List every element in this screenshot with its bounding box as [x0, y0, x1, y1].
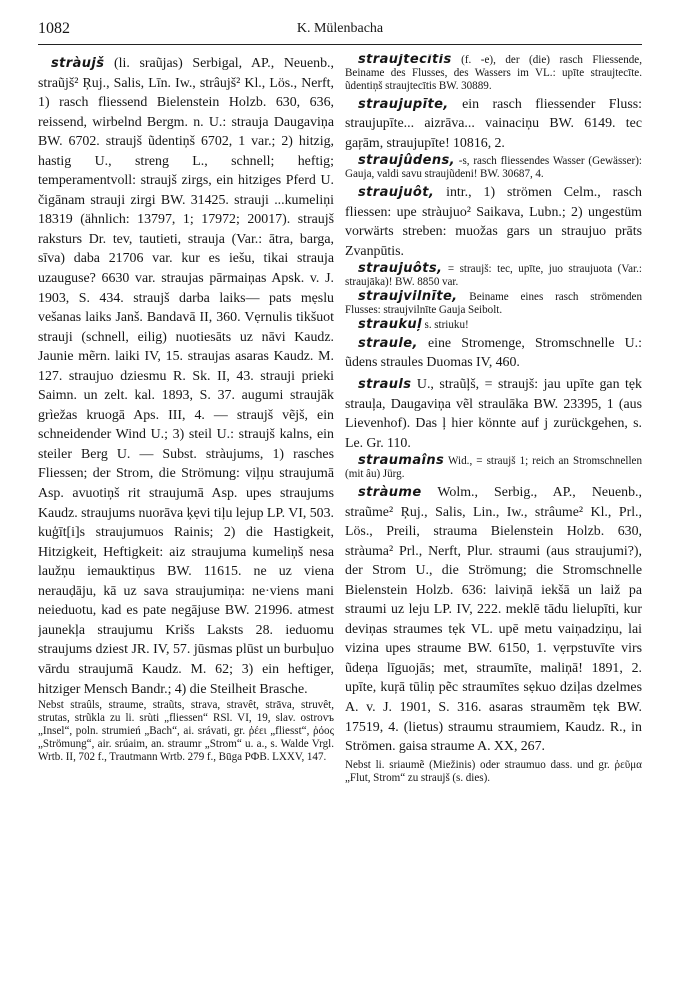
dictionary-entry — [345, 183, 642, 261]
entry-body: Beiname eines rasch strömenden Flusses: straujvilnīte Gauja Seibolt. — [345, 291, 642, 317]
dictionary-entry — [345, 316, 642, 332]
right-column — [345, 54, 642, 994]
etymology-note: Nebst straûls, straume, straũts, strava, stravêt, strāva, struvêt, strutas, strũkla zu li. srùti „fliessen“ RSl. VI, 19, slav. ostrovъ „Insel“, poln. strumień „Bach“, ai. srávati, gr. ῥέει „fliesst“, ῥόος „Strömung“, air. srúaim, an. straumr „Strom“ u. a., s. Walde Vrgl. Wrtb. II, 702 f., Trautmann Wrtb. 279 f., Būga РФВ. LXXV, 147. — [38, 699, 334, 763]
entry-headword: straujuôts, — [358, 261, 443, 277]
entry-body: s. striuku! — [424, 318, 469, 331]
entry-body: Nebst li. sriaumẽ (Miežinis) oder straumuo dass. und gr. ῥεῦμα „Flut, Strom“ zu straujš (s. dies). — [345, 758, 642, 784]
dictionary-entry — [345, 483, 642, 757]
entry-body: (li. sraũjas) Serbigal, AP., Neuenb., straũjš² Ŗuj., Salis, Līn. Iw., strâujš² Kl., Lös., Nerft, 1) rasch fliessend Bielenstein Holzb. 630, 636, reissend, wirbelnd Bergm. n. U.: strauja Daugaviņa BW. 6702. straujš ũdentiņš 6702, 1 var.; 2) hitzig, hastig U., streng L., schnell; heftig; temperamentvoll: straujš zirgs, ein hitziges Pferd U. čigānam strauji zirgi BW. 31425. strauji ...kumeliņi 18319 (ähnlich: 13797, 1; 17972; 20017). straujš raksturs Dr. tev, tautieti, strauja (Var.: ātra, barga, sīva) daba 21706 var. kur es iešu, tikai strauja uzauguse? 6630 var. straujas pārmaiņas Apsk. v. J. 1903, S. 434. straujš darba laiks— pats mẹslu vešanas laiks Janš. Bandavā II, 360. Vẹrnulis tikšuot strauji (schnell, eilig) nuotiesāts uz nāvi Kaudz. Jaunie mẽrn. laiki IV, 15. straujas asaras Kaudz. M. 127. straujuo dziesmu R. Sk. II, 43. strauji prieki Saimn. un zelt. kal. 1893, S. 37. augumi straujāk grìežas kruogā Aps. III, 4. — straujš vẽjš, ein schneidender Wind U.; 3) steil U.: straujš kalns, ein steiler Berg U. — Subst. stràujums, 1) rasches Fliessen; der Strom, die Strömung: viļņu straujumā Asp. avuotiņš rit straujumā Asp. upes straujums Kaudz. straujums nuorāva ķẹvi tiļu lejup LP. VI, 503. kuģīt[i]s straujumuos Rainis; 2) die Hastigkeit, Hitzigkeit, Heftigkeit: aiz straujuma kumeliņš nesa laužņu iemauktiņus BW. 11615. ne uz viena nerauḍāju, kā uz sava straujumiņa: ne·viens mani neieduotu, kad es pate negājuse BW. 21996. atmest jaunekļa straujumu Krišs Laksts 28. ieduomu straujums dziest JR. IV, 57. jūsmas plūst un burbuļuo vārdu straujumā Kaudz. M. 62; 3) ein heftiger, hitziger Mensch Bandr.; 4) die Steilheit Brasche. — [38, 56, 334, 697]
page-number: 1082 — [38, 20, 70, 37]
entry-body: = straujš: tec, upīte, juo straujuota (Var.: straujāka)! BW. 8850 var. — [345, 263, 642, 289]
dictionary-entry — [345, 759, 642, 785]
entry-headword: strauls — [358, 376, 412, 392]
running-title: K. Mülenbacha — [296, 21, 384, 36]
entry-straujs — [38, 54, 334, 699]
entry-headword: straujupīte, — [358, 96, 449, 112]
entry-headword: straumaîns — [358, 453, 445, 469]
entry-headword: straujtecītis — [358, 54, 452, 67]
entry-headword: straule, — [358, 335, 418, 351]
entry-headword: stràujš — [51, 56, 105, 71]
running-head — [38, 18, 642, 45]
dictionary-entry — [345, 334, 642, 373]
dictionary-entry — [345, 291, 642, 317]
entry-body: Wolm., Serbig., AP., Neuenb., straũme² Ŗuj., Salis, Lin., Iw., strâume² Kl., Prl., Lös., Preili, strauma Bielenstein Holzb. 630, stràuma² Prl., Nerft, Plur. straumi (aus straujumi?), der Strom U., die Strömung; die Stromschnelle Bielenstein Holzb. 636: laiviņā iekšā un laiž pa straumi uz leju LP. IV, 222. meklē tādu lielupīti, kur deviņas straumes tẹk VL. upē metu vaiņadziņu, lai vizina upes straume BW. 6150, 1. vẹrpstuvīte virs ũdeņa līguojās; met, straumīte, maliņā! 1891, 2. upīte, kuŗā tūliņ pẽc straumītes sẹkuo dziļas dzelmes A. v. J. 1901, S. 316. asaras straumẽm tẹk BW. 17519, 4. (lietus) straumu straumiem, Kaudz. R., in Strömen. gaisa straume A. XX, 267. — [345, 484, 642, 755]
entry-body: -s, rasch fliessendes Wasser (Gewässer): Gauja, valdi savu straujũdeni! BW. 30687, 4. — [345, 155, 642, 181]
entry-body: U., straũļš, = straujš: jau upīte gan tẹk strauļa, Daugaviņa vẽl straulāka BW. 23395, 1 (aus Lievenhof). Das ļ hier könnte auf j zurückgehen, s. Le. Gr. 110. — [345, 376, 642, 451]
dictionary-entry — [345, 155, 642, 181]
dictionary-entry — [345, 375, 642, 453]
entry-headword: stràume — [358, 484, 422, 500]
entry-body: ein rasch fliessender Fluss: straujupīte... aizrāva... vainaciņu BW. 6149. tec gaŗām, straujupīte! 10816, 2. — [345, 96, 642, 151]
left-column — [38, 54, 334, 994]
entry-body: (f. -e), der (die) rasch Fliessende, Beiname des Flusses, des Wassers im VL.: upīte straujtecīte. ũdentiņš straujtecītis BW. 30889. — [345, 54, 642, 92]
dictionary-entry — [345, 263, 642, 289]
entry-body: intr., 1) strömen Celm., rasch fliessen: upe stràujuo² Saikava, Lubn.; 2) ungestüm vorwärts streben: muožas gars un straujuo prāts Zvanpūtis. — [345, 185, 642, 259]
dictionary-entry — [345, 95, 642, 154]
entry-headword: straujuôt, — [358, 185, 435, 201]
dictionary-entry — [345, 455, 642, 481]
entry-body: eine Stromenge, Stromschnelle U.: ũdens straules Duomas IV, 460. — [345, 335, 642, 371]
dictionary-entry — [345, 54, 642, 93]
entry-headword: straujûdens, — [358, 153, 455, 169]
entry-headword: straujvilnīte, — [358, 289, 458, 305]
entry-body: Wid., = straujš 1; reich an Stromschnellen (mit âu) Jürg. — [345, 455, 642, 481]
entry-headword: straukuļ — [358, 316, 422, 332]
